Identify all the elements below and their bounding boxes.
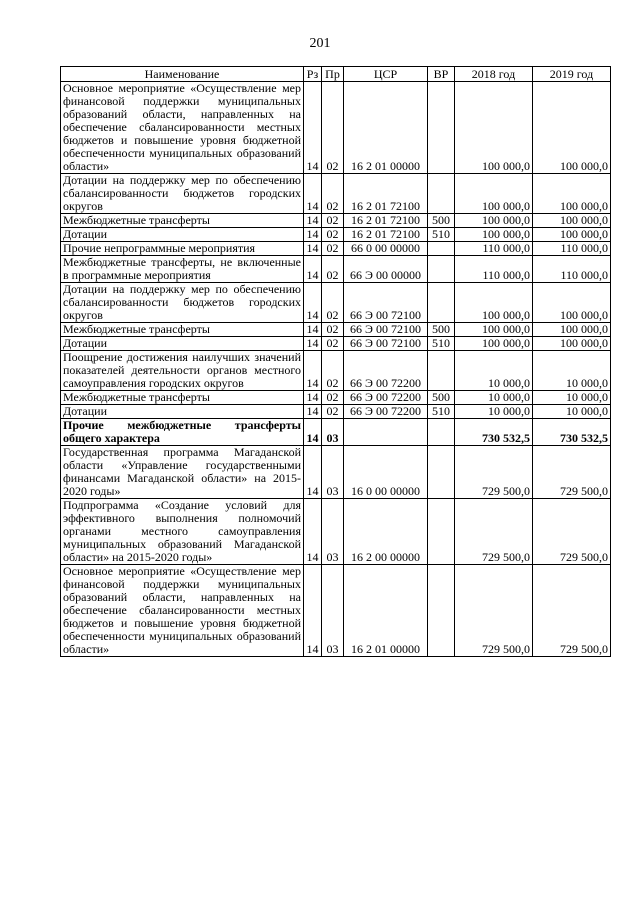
row-rz-cell: 14 [304, 499, 322, 565]
row-rz-cell: 14 [304, 323, 322, 337]
table-row [61, 323, 611, 337]
row-name-cell: Основное мероприятие «Осуществление мер финансовой поддержки муниципальных образований области, направленных на обеспечение сбалансированности местных бюджетов и повышение уровня бюджетной обеспеченности муниципальных образований области» [61, 82, 304, 174]
table-row [61, 405, 611, 419]
column-header-csr: ЦСР [344, 67, 428, 82]
row-2018-cell: 100 000,0 [455, 283, 533, 323]
row-2019-cell: 110 000,0 [533, 242, 611, 256]
row-csr-cell: 16 2 01 72100 [344, 228, 428, 242]
row-pr-cell: 02 [322, 323, 344, 337]
table-row [61, 446, 611, 499]
column-header-pr: Пр [322, 67, 344, 82]
row-2019-cell: 100 000,0 [533, 228, 611, 242]
row-vr-cell [428, 446, 455, 499]
row-vr-cell: 500 [428, 323, 455, 337]
row-2019-cell: 110 000,0 [533, 256, 611, 283]
row-2019-cell: 10 000,0 [533, 391, 611, 405]
row-2019-cell: 729 500,0 [533, 446, 611, 499]
row-name-cell: Дотации [61, 405, 304, 419]
row-pr-cell: 03 [322, 446, 344, 499]
row-name-cell: Прочие межбюджетные трансферты общего характера [61, 419, 304, 446]
column-header-vr: ВР [428, 67, 455, 82]
table-row [61, 351, 611, 391]
row-2018-cell: 729 500,0 [455, 499, 533, 565]
row-2018-cell: 110 000,0 [455, 242, 533, 256]
row-2019-cell: 729 500,0 [533, 565, 611, 657]
row-2018-cell: 729 500,0 [455, 565, 533, 657]
column-header-rz: Рз [304, 67, 322, 82]
table-row [61, 242, 611, 256]
row-2019-cell: 100 000,0 [533, 337, 611, 351]
row-rz-cell: 14 [304, 256, 322, 283]
row-csr-cell [344, 419, 428, 446]
row-rz-cell: 14 [304, 391, 322, 405]
row-csr-cell: 66 Э 00 72200 [344, 405, 428, 419]
row-rz-cell: 14 [304, 214, 322, 228]
row-csr-cell: 66 Э 00 72200 [344, 351, 428, 391]
table-row [61, 214, 611, 228]
row-vr-cell [428, 174, 455, 214]
row-2018-cell: 10 000,0 [455, 351, 533, 391]
row-2019-cell: 10 000,0 [533, 405, 611, 419]
table-row [61, 256, 611, 283]
row-rz-cell: 14 [304, 419, 322, 446]
column-header-name: Наименование [61, 67, 304, 82]
row-csr-cell: 16 0 00 00000 [344, 446, 428, 499]
row-vr-cell: 500 [428, 214, 455, 228]
row-csr-cell: 66 Э 00 72100 [344, 323, 428, 337]
row-2019-cell: 100 000,0 [533, 82, 611, 174]
row-2019-cell: 100 000,0 [533, 283, 611, 323]
row-2019-cell: 729 500,0 [533, 499, 611, 565]
row-csr-cell: 16 2 01 72100 [344, 214, 428, 228]
table-row [61, 228, 611, 242]
row-2018-cell: 100 000,0 [455, 82, 533, 174]
row-2018-cell: 10 000,0 [455, 391, 533, 405]
row-pr-cell: 02 [322, 228, 344, 242]
row-name-cell: Дотации [61, 228, 304, 242]
row-csr-cell: 66 Э 00 72100 [344, 283, 428, 323]
row-csr-cell: 16 2 01 72100 [344, 174, 428, 214]
row-rz-cell: 14 [304, 228, 322, 242]
row-rz-cell: 14 [304, 174, 322, 214]
row-name-cell: Межбюджетные трансферты [61, 214, 304, 228]
row-pr-cell: 02 [322, 214, 344, 228]
row-csr-cell: 66 Э 00 72100 [344, 337, 428, 351]
row-2019-cell: 730 532,5 [533, 419, 611, 446]
table-row [61, 283, 611, 323]
row-name-cell: Поощрение достижения наилучших значений показателей деятельности органов местного самоуправления городских округов [61, 351, 304, 391]
row-name-cell: Дотации на поддержку мер по обеспечению сбалансированности бюджетов городских округов [61, 283, 304, 323]
row-2018-cell: 100 000,0 [455, 214, 533, 228]
row-pr-cell: 02 [322, 82, 344, 174]
row-2019-cell: 100 000,0 [533, 323, 611, 337]
table-header-row [61, 67, 611, 82]
row-rz-cell: 14 [304, 283, 322, 323]
row-pr-cell: 02 [322, 283, 344, 323]
row-csr-cell: 16 2 01 00000 [344, 565, 428, 657]
row-pr-cell: 02 [322, 242, 344, 256]
row-vr-cell [428, 499, 455, 565]
column-header-2018: 2018 год [455, 67, 533, 82]
row-name-cell: Дотации на поддержку мер по обеспечению сбалансированности бюджетов городских округов [61, 174, 304, 214]
row-pr-cell: 02 [322, 391, 344, 405]
row-csr-cell: 66 Э 00 00000 [344, 256, 428, 283]
row-vr-cell [428, 351, 455, 391]
row-2018-cell: 110 000,0 [455, 256, 533, 283]
row-rz-cell: 14 [304, 405, 322, 419]
row-name-cell: Межбюджетные трансферты [61, 391, 304, 405]
table-row [61, 499, 611, 565]
row-pr-cell: 02 [322, 337, 344, 351]
table-body [61, 82, 611, 657]
row-name-cell: Межбюджетные трансферты [61, 323, 304, 337]
row-rz-cell: 14 [304, 337, 322, 351]
row-rz-cell: 14 [304, 82, 322, 174]
row-2018-cell: 10 000,0 [455, 405, 533, 419]
row-name-cell: Государственная программа Магаданской области «Управление государственными финансами Магаданской области» на 2015-2020 годы» [61, 446, 304, 499]
row-vr-cell [428, 283, 455, 323]
row-2018-cell: 100 000,0 [455, 228, 533, 242]
row-name-cell: Дотации [61, 337, 304, 351]
row-pr-cell: 02 [322, 351, 344, 391]
row-2019-cell: 100 000,0 [533, 174, 611, 214]
row-rz-cell: 14 [304, 351, 322, 391]
row-name-cell: Межбюджетные трансферты, не включенные в программные мероприятия [61, 256, 304, 283]
table-row [61, 174, 611, 214]
row-2018-cell: 100 000,0 [455, 323, 533, 337]
table-row [61, 82, 611, 174]
table-row [61, 337, 611, 351]
row-2018-cell: 730 532,5 [455, 419, 533, 446]
row-pr-cell: 02 [322, 256, 344, 283]
row-rz-cell: 14 [304, 565, 322, 657]
row-vr-cell [428, 82, 455, 174]
column-header-2019: 2019 год [533, 67, 611, 82]
table-row [61, 565, 611, 657]
row-rz-cell: 14 [304, 242, 322, 256]
row-csr-cell: 66 Э 00 72200 [344, 391, 428, 405]
row-vr-cell: 500 [428, 391, 455, 405]
row-2018-cell: 100 000,0 [455, 174, 533, 214]
row-pr-cell: 02 [322, 174, 344, 214]
row-2019-cell: 10 000,0 [533, 351, 611, 391]
row-2019-cell: 100 000,0 [533, 214, 611, 228]
row-vr-cell [428, 242, 455, 256]
table-row [61, 391, 611, 405]
row-vr-cell: 510 [428, 337, 455, 351]
row-vr-cell [428, 565, 455, 657]
budget-table [60, 66, 611, 657]
row-name-cell: Подпрограмма «Создание условий для эффективного выполнения полномочий органами местного самоуправления муниципальных образований Магаданской области» на 2015-2020 годы» [61, 499, 304, 565]
table-row [61, 419, 611, 446]
row-2018-cell: 729 500,0 [455, 446, 533, 499]
row-vr-cell: 510 [428, 228, 455, 242]
row-pr-cell: 03 [322, 499, 344, 565]
page-number: 201 [309, 36, 331, 51]
row-csr-cell: 16 2 01 00000 [344, 82, 428, 174]
row-2018-cell: 100 000,0 [455, 337, 533, 351]
row-rz-cell: 14 [304, 446, 322, 499]
row-vr-cell [428, 256, 455, 283]
row-vr-cell: 510 [428, 405, 455, 419]
row-name-cell: Прочие непрограммные мероприятия [61, 242, 304, 256]
row-vr-cell [428, 419, 455, 446]
row-pr-cell: 03 [322, 419, 344, 446]
row-csr-cell: 66 0 00 00000 [344, 242, 428, 256]
row-name-cell: Основное мероприятие «Осуществление мер финансовой поддержки муниципальных образований области, направленных на обеспечение сбалансированности местных бюджетов и повышение уровня бюджетной обеспеченности муниципальных образований области» [61, 565, 304, 657]
row-pr-cell: 02 [322, 405, 344, 419]
row-pr-cell: 03 [322, 565, 344, 657]
row-csr-cell: 16 2 00 00000 [344, 499, 428, 565]
